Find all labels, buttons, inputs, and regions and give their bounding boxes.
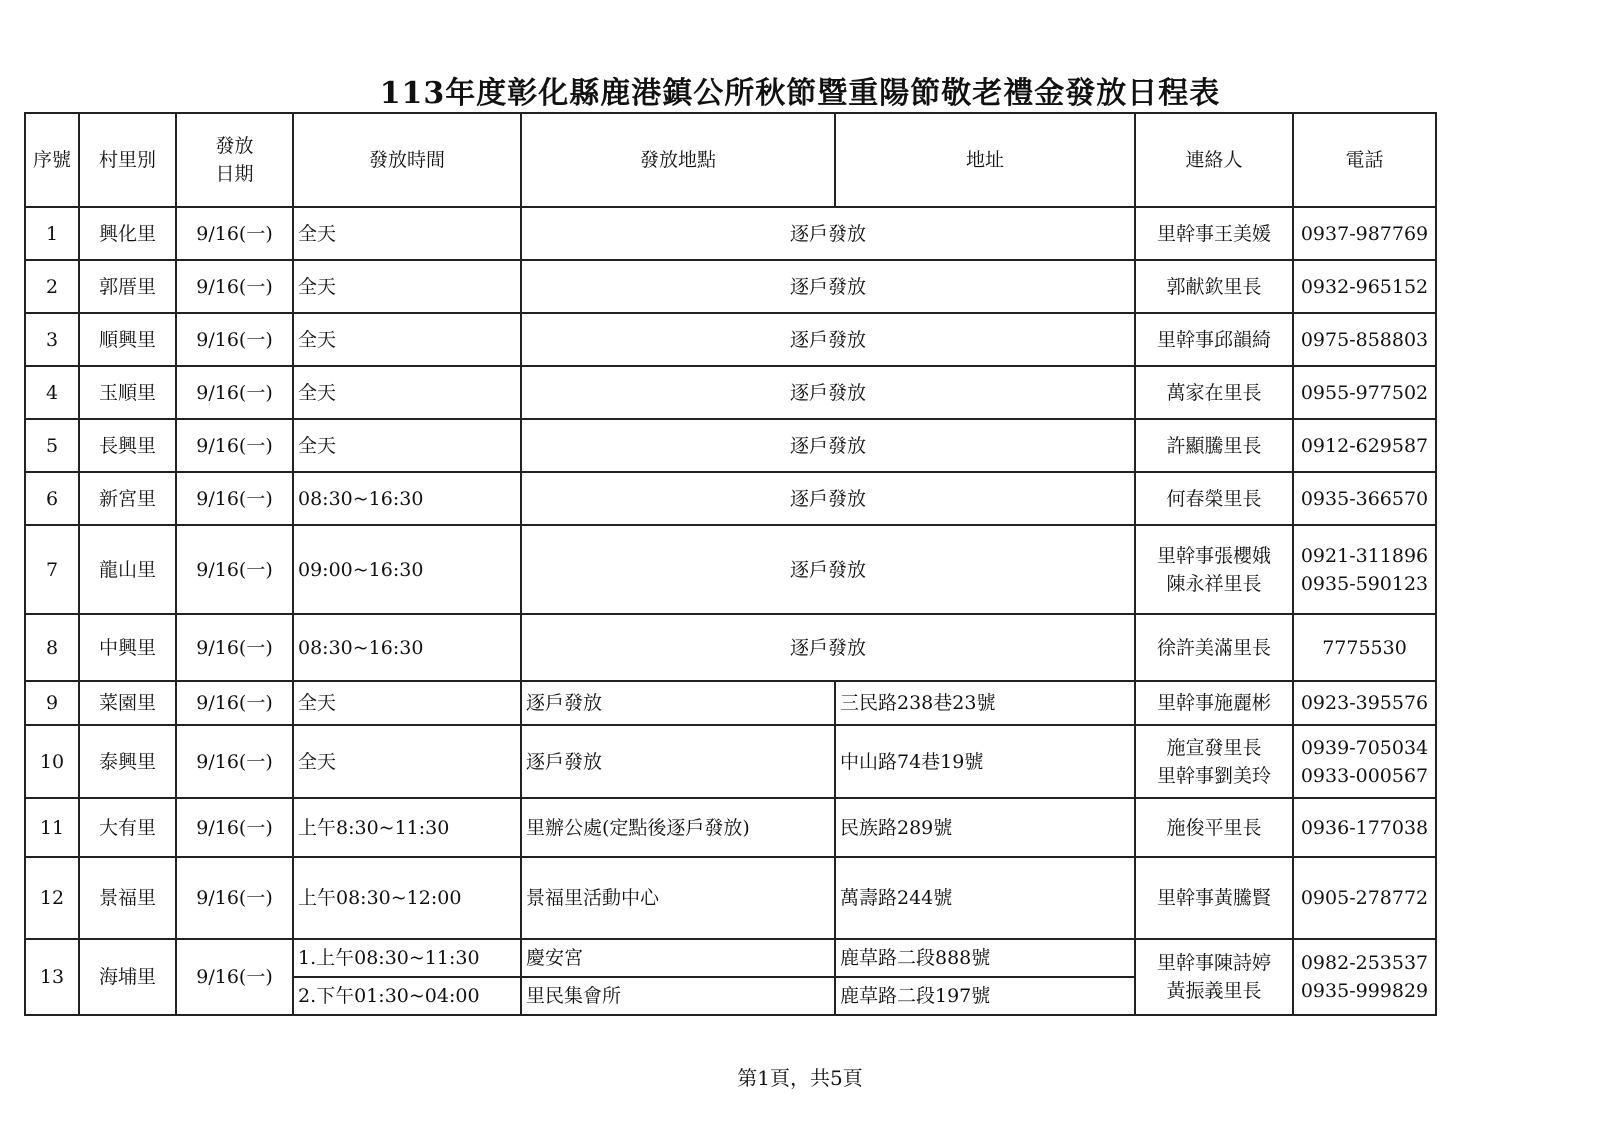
row-date: 9/16(一) (176, 525, 293, 614)
contact-line: 陳永祥里長 (1166, 572, 1262, 595)
row-address: 鹿草路二段888號 (835, 939, 1135, 977)
contact-line: 里幹事劉美玲 (1156, 764, 1271, 787)
phone-line: 0939-705034 (1300, 736, 1429, 759)
table-row (25, 857, 1436, 939)
contact-line: 施宣發里長 (1166, 736, 1262, 759)
row-contact: 里幹事黃騰賢 (1135, 857, 1293, 939)
row-place: 逐戶發放 (521, 525, 1135, 614)
phone-line: 0982-253537 (1300, 952, 1429, 974)
row-date: 9/16(一) (176, 207, 293, 260)
row-contact: 施俊平里長 (1135, 798, 1293, 857)
row-no: 8 (25, 614, 79, 681)
row-phone: 0955-977502 (1293, 366, 1436, 419)
header-place: 發放地點 (521, 113, 835, 207)
table-row (25, 725, 1436, 798)
header-date (176, 113, 293, 207)
header-phone: 電話 (1293, 113, 1436, 207)
row-date: 9/16(一) (176, 725, 293, 798)
row-phone (1293, 939, 1436, 1015)
row-time: 全天 (293, 419, 521, 472)
table-row (25, 313, 1436, 366)
row-phone: 7775530 (1293, 614, 1436, 681)
header-row (25, 113, 1436, 207)
row-time: 全天 (293, 725, 521, 798)
row-no: 4 (25, 366, 79, 419)
row-no: 5 (25, 419, 79, 472)
row-contact: 萬家在里長 (1135, 366, 1293, 419)
row-no: 12 (25, 857, 79, 939)
row-date: 9/16(一) (176, 366, 293, 419)
row-time: 全天 (293, 681, 521, 725)
table-row (25, 939, 1436, 977)
row-contact: 里幹事施麗彬 (1135, 681, 1293, 725)
table-row (25, 681, 1436, 725)
row-time: 08:30~16:30 (293, 614, 521, 681)
header-date-line1: 發放 (215, 135, 254, 157)
row-phone: 0905-278772 (1293, 857, 1436, 939)
page-title: 113年度彰化縣鹿港鎮公所秋節暨重陽節敬老禮金發放日程表 (379, 76, 1221, 111)
row-phone: 0932-965152 (1293, 260, 1436, 313)
row-no: 7 (25, 525, 79, 614)
header-no: 序號 (25, 113, 79, 207)
row-phone (1293, 525, 1436, 614)
row-time: 09:00~16:30 (293, 525, 521, 614)
row-place: 逐戶發放 (521, 260, 1135, 313)
row-date: 9/16(一) (176, 798, 293, 857)
row-date: 9/16(一) (176, 614, 293, 681)
row-place: 逐戶發放 (521, 472, 1135, 525)
row-phone: 0936-177038 (1293, 798, 1436, 857)
row-village: 海埔里 (79, 939, 176, 1015)
table-row (25, 260, 1436, 313)
row-contact (1135, 525, 1293, 614)
phone-line: 0935-590123 (1300, 572, 1429, 595)
row-place: 逐戶發放 (521, 681, 835, 725)
row-phone: 0923-395576 (1293, 681, 1436, 725)
row-date: 9/16(一) (176, 472, 293, 525)
row-place: 逐戶發放 (521, 725, 835, 798)
row-contact: 何春榮里長 (1135, 472, 1293, 525)
row-time: 1.上午08:30~11:30 (293, 939, 521, 977)
row-time: 08:30~16:30 (293, 472, 521, 525)
row-time: 全天 (293, 366, 521, 419)
row-no: 3 (25, 313, 79, 366)
row-contact: 徐許美滿里長 (1135, 614, 1293, 681)
row-village: 景福里 (79, 857, 176, 939)
table-row (25, 614, 1436, 681)
row-address: 萬壽路244號 (835, 857, 1135, 939)
row-time: 全天 (293, 207, 521, 260)
row-village: 大有里 (79, 798, 176, 857)
row-contact (1135, 939, 1293, 1015)
row-place: 逐戶發放 (521, 207, 1135, 260)
row-address: 中山路74巷19號 (835, 725, 1135, 798)
row-date: 9/16(一) (176, 681, 293, 725)
schedule-table (24, 112, 1437, 1016)
table-row (25, 366, 1436, 419)
row-no: 2 (25, 260, 79, 313)
row-no: 1 (25, 207, 79, 260)
row-village: 順興里 (79, 313, 176, 366)
table-row (25, 798, 1436, 857)
row-time: 上午8:30~11:30 (293, 798, 521, 857)
row-place: 逐戶發放 (521, 313, 1135, 366)
row-phone: 0935-366570 (1293, 472, 1436, 525)
row-place: 逐戶發放 (521, 419, 1135, 472)
row-date: 9/16(一) (176, 260, 293, 313)
row-contact: 郭献欽里長 (1135, 260, 1293, 313)
header-village: 村里別 (79, 113, 176, 207)
table-row (25, 419, 1436, 472)
phone-line: 0921-311896 (1300, 544, 1429, 567)
row-village: 龍山里 (79, 525, 176, 614)
row-place: 里民集會所 (521, 977, 835, 1015)
row-village: 興化里 (79, 207, 176, 260)
row-time: 全天 (293, 313, 521, 366)
row-village: 長興里 (79, 419, 176, 472)
row-phone (1293, 725, 1436, 798)
page-number: 第1頁，共5頁 (737, 1066, 863, 1090)
header-address: 地址 (835, 113, 1135, 207)
row-village: 泰興里 (79, 725, 176, 798)
row-village: 新宮里 (79, 472, 176, 525)
row-date: 9/16(一) (176, 939, 293, 1015)
header-date-line2: 日期 (215, 163, 254, 185)
row-time: 2.下午01:30~04:00 (293, 977, 521, 1015)
row-no: 11 (25, 798, 79, 857)
phone-line: 0933-000567 (1300, 764, 1429, 787)
table-row (25, 472, 1436, 525)
table-row (25, 207, 1436, 260)
row-no: 6 (25, 472, 79, 525)
row-village: 菜園里 (79, 681, 176, 725)
row-place: 慶安宮 (521, 939, 835, 977)
row-village: 中興里 (79, 614, 176, 681)
row-time: 上午08:30~12:00 (293, 857, 521, 939)
row-village: 玉順里 (79, 366, 176, 419)
row-address: 鹿草路二段197號 (835, 977, 1135, 1015)
row-contact: 里幹事邱韻綺 (1135, 313, 1293, 366)
row-no: 13 (25, 939, 79, 1015)
row-phone: 0975-858803 (1293, 313, 1436, 366)
row-contact: 許顯騰里長 (1135, 419, 1293, 472)
row-date: 9/16(一) (176, 857, 293, 939)
row-no: 10 (25, 725, 79, 798)
contact-line: 里幹事陳詩婷 (1156, 952, 1271, 974)
row-time: 全天 (293, 260, 521, 313)
row-contact (1135, 725, 1293, 798)
row-contact: 里幹事王美媛 (1135, 207, 1293, 260)
row-date: 9/16(一) (176, 313, 293, 366)
contact-line: 里幹事張櫻娥 (1156, 544, 1271, 567)
row-address: 民族路289號 (835, 798, 1135, 857)
row-village: 郭厝里 (79, 260, 176, 313)
contact-line: 黃振義里長 (1166, 980, 1262, 1002)
row-no: 9 (25, 681, 79, 725)
row-date: 9/16(一) (176, 419, 293, 472)
row-place: 逐戶發放 (521, 614, 1135, 681)
phone-line: 0935-999829 (1300, 980, 1429, 1002)
table-row (25, 525, 1436, 614)
row-address: 三民路238巷23號 (835, 681, 1135, 725)
row-phone: 0937-987769 (1293, 207, 1436, 260)
header-contact: 連絡人 (1135, 113, 1293, 207)
row-place: 里辦公處(定點後逐戶發放) (521, 798, 835, 857)
row-place: 景福里活動中心 (521, 857, 835, 939)
header-time: 發放時間 (293, 113, 521, 207)
row-place: 逐戶發放 (521, 366, 1135, 419)
row-phone: 0912-629587 (1293, 419, 1436, 472)
